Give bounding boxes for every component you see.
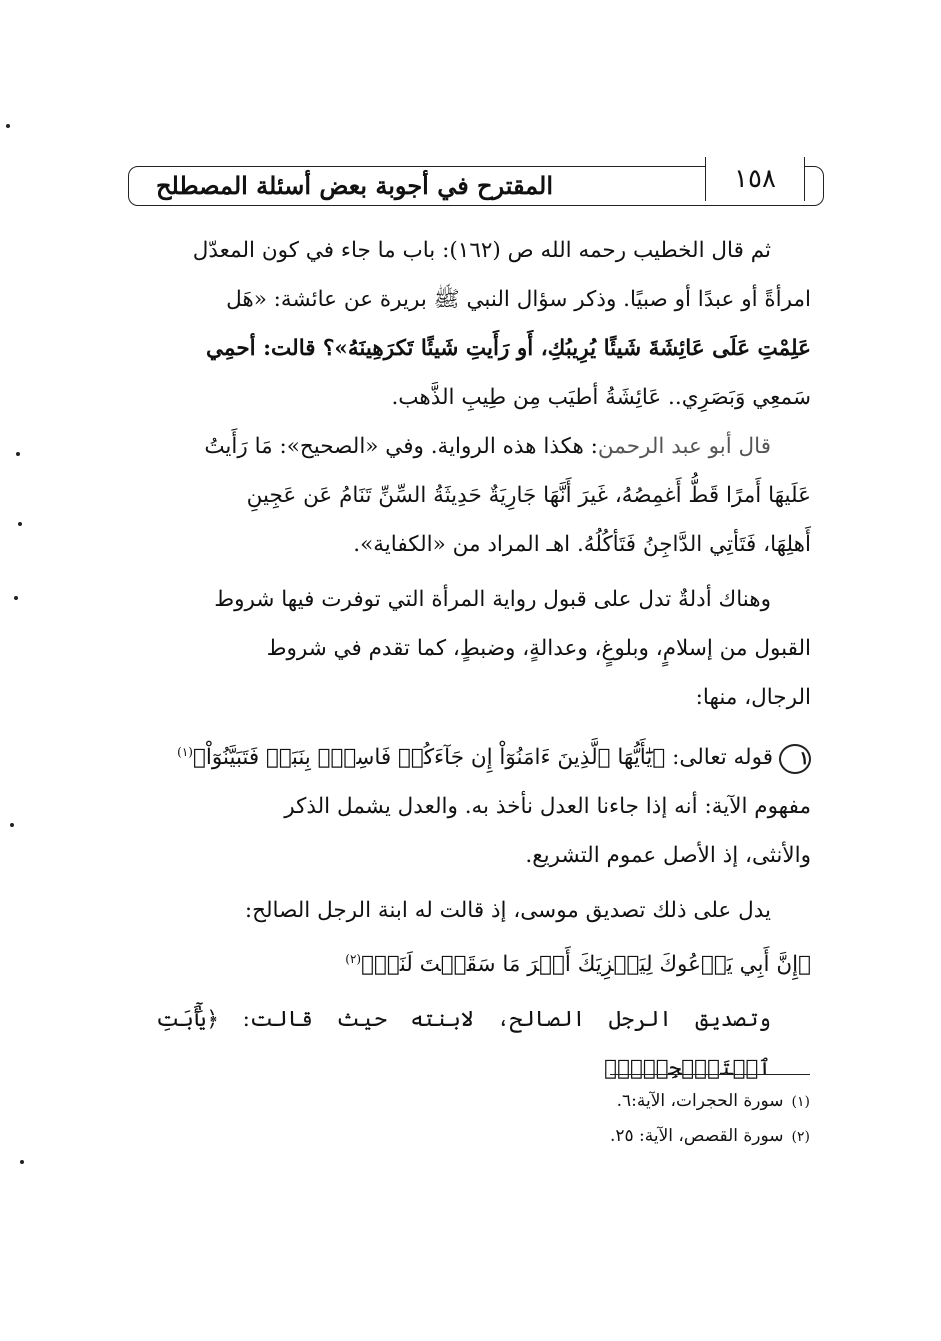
page-number-box xyxy=(705,157,805,201)
footnotes xyxy=(400,1084,810,1154)
footnote xyxy=(400,1084,810,1119)
scan-speck xyxy=(14,596,18,600)
scan-speck xyxy=(6,124,10,128)
header-title: المقترح في أجوبة بعض أسئلة المصطلح xyxy=(156,171,553,200)
scan-speck xyxy=(16,452,20,456)
line: امرأةً أو عبدًا أو صبيًا. وذكر سؤال النبي ﷺ بريرة عن عائشة: «هَل xyxy=(226,287,811,312)
footnote-number: (١) xyxy=(791,1094,810,1110)
footnote-rule xyxy=(610,1074,810,1075)
footnote xyxy=(400,1119,810,1154)
footnote-number: (٢) xyxy=(791,1129,810,1145)
author-signature: قال أبو عبد الرحمن xyxy=(597,434,771,459)
line: وهناك أدلةٌ تدل على قبول رواية المرأة التي توفرت فيها شروط xyxy=(214,587,771,612)
line: وتصديق الرجل الصالح، لابنته حيث قالت: ﴿يَٰٓأَبَتِ ٱسۡتَـٔۡجِرۡهُۖ xyxy=(156,1007,771,1082)
line: القبول من إسلامٍ، وبلوغٍ، وعدالةٍ، وضبطٍ، كما تقدم في شروط xyxy=(266,636,811,661)
running-header xyxy=(128,166,824,206)
line: والأنثى، إذ الأصل عموم التشريع. xyxy=(525,843,811,869)
page-number: ١٥٨ xyxy=(734,164,776,194)
footnote-text: سورة الحجرات، الآية:٦. xyxy=(616,1091,784,1111)
footnote-ref: (٢) xyxy=(345,952,362,967)
line xyxy=(156,422,811,471)
body-text xyxy=(156,226,811,1093)
line xyxy=(156,935,811,989)
scan-speck xyxy=(10,823,14,827)
line: مفهوم الآية: أنه إذا جاءنا العدل نأخذ به. والعدل يشمل الذكر xyxy=(284,794,811,820)
verse: ﴿إِنَّ أَبِي يَدۡعُوكَ لِيَجۡزِيَكَ أَجۡرَ مَا سَقَيۡتَ لَنَاۚ﴾ xyxy=(361,952,811,978)
line-text: : هكذا هذه الرواية. وفي «الصحيح»: مَا رَأَيتُ xyxy=(204,434,598,459)
item-number: ١ xyxy=(779,744,811,774)
line: عَلَيهَا أَمرًا قَطُّ أَغمِصُهُ، غَيرَ أَنَّهَا جَارِيَةٌ حَدِيثَةُ السِّنِّ تَنَامُ عَن عَجِينِ xyxy=(246,483,811,508)
scan-speck xyxy=(18,522,22,526)
line: سَمعِي وَبَصَرِي.. عَائِشَةُ أطيَب مِن طِيبِ الذَّهب. xyxy=(391,385,811,410)
line: عَلِمْتِ عَلَى عَائِشَةَ شَيئًا يُرِيبُكِ، أَو رَأَيتِ شَيئًا تَكرَهِينَهُ»؟ قالت: أحمِي xyxy=(206,336,811,361)
footnote-ref: (١) xyxy=(177,745,193,759)
line: يدل على ذلك تصديق موسى، إذ قالت له ابنة الرجل الصالح: xyxy=(244,898,771,924)
footnote-text: سورة القصص، الآية: ٢٥. xyxy=(609,1126,784,1146)
line: أَهلِهَا، فَتَأتِي الدَّاجِنُ فَتَأكُلُهُ. اهـ المراد من «الكفاية». xyxy=(353,532,811,557)
line: ثم قال الخطيب رحمه الله ص (١٦٢): باب ما جاء في كون المعدّل xyxy=(192,238,771,263)
scan-speck xyxy=(20,1160,24,1164)
verse: قوله تعالى: ﴿يَٰٓأَيُّهَا ٱلَّذِينَ ءَامَنُوٓاْ إِن جَآءَكُمۡ فَاسِقُۢ بِنَبَإٖ فَتَبَيَّنُوٓاْ﴾ xyxy=(192,745,773,771)
numbered-item xyxy=(156,728,811,782)
line: الرجال، منها: xyxy=(695,685,811,710)
